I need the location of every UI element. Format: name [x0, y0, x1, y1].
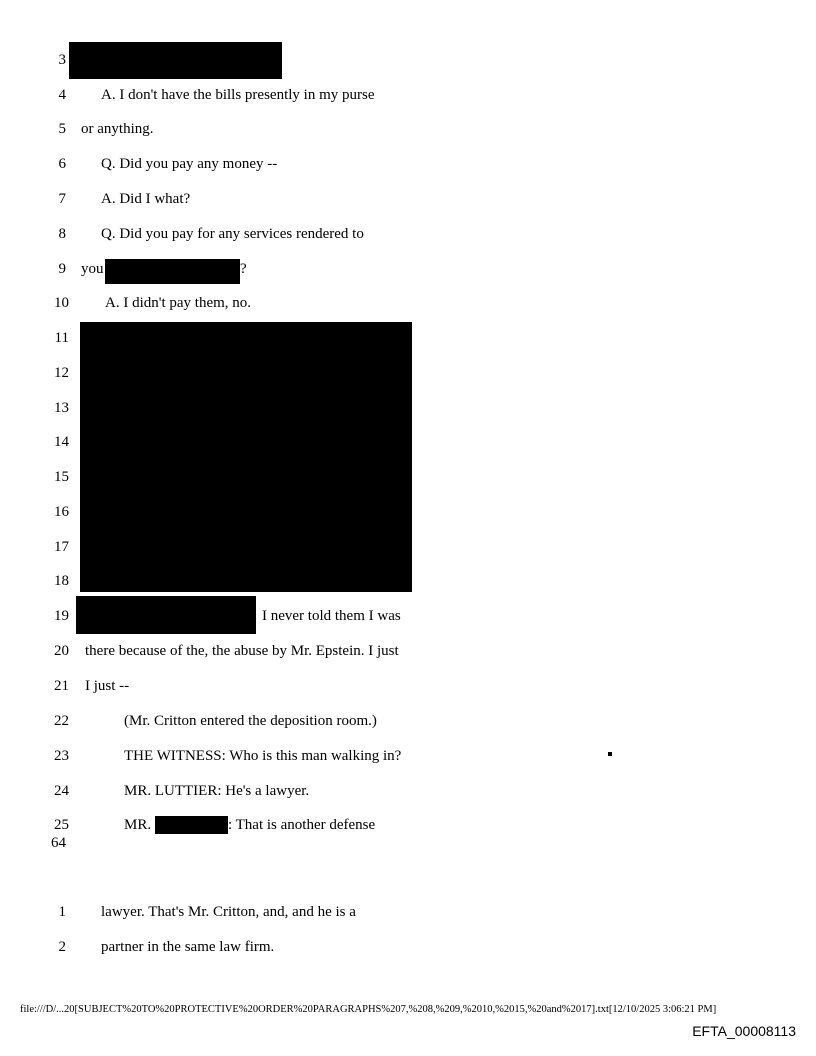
transcript-line: A. Did I what?: [101, 191, 191, 207]
line-number: 12: [54, 365, 69, 381]
redaction-block: [155, 816, 228, 834]
transcript-line: lawyer. That's Mr. Critton, and, and he is a: [101, 904, 356, 920]
line-number: 15: [54, 469, 69, 485]
line-number: 2: [58, 939, 66, 955]
transcript-line: I just --: [85, 678, 130, 694]
transcript-line-suffix: ?: [240, 261, 247, 277]
line-number: 20: [54, 643, 69, 659]
transcript-line: MR.: [124, 817, 152, 833]
transcript-line: MR. LUTTIER: He's a lawyer.: [124, 783, 310, 799]
transcript-line: I never told them I was: [262, 608, 401, 624]
transcript-line: Q. Did you pay any money --: [101, 156, 278, 172]
stray-mark: [608, 752, 612, 756]
line-number: 7: [58, 191, 66, 207]
line-number: 21: [54, 678, 69, 694]
line-number: 14: [54, 434, 69, 450]
transcript-line: A. I don't have the bills presently in my purse: [101, 87, 375, 103]
redaction-block: [105, 259, 240, 284]
line-number: 6: [58, 156, 66, 172]
transcript-line: THE WITNESS: Who is this man walking in?: [124, 748, 402, 764]
transcript-line: Q. Did you pay for any services rendered to: [101, 226, 364, 242]
redaction-block: [69, 42, 282, 79]
line-number: 23: [54, 748, 69, 764]
redaction-block: [76, 596, 256, 634]
footer-file-path: file:///D/...20[SUBJECT%20TO%20PROTECTIVE%20ORDER%20PARAGRAPHS%207,%208,%209,%2010,%2015,%20and%2017].txt[12/10/2025 3:06:21 PM]: [20, 1004, 717, 1015]
transcript-line: partner in the same law firm.: [101, 939, 275, 955]
transcript-line: there because of the, the abuse by Mr. Epstein. I just: [85, 643, 399, 659]
line-number: 11: [54, 330, 69, 346]
line-number: 16: [54, 504, 69, 520]
line-number: 13: [54, 400, 69, 416]
line-number: 8: [58, 226, 66, 242]
document-id: EFTA_00008113: [692, 1023, 796, 1039]
line-number: 10: [54, 295, 69, 311]
line-number: 5: [58, 121, 66, 137]
line-number: 17: [54, 539, 69, 555]
redaction-block: [80, 322, 412, 592]
line-number: 3: [58, 52, 66, 68]
line-number: 4: [58, 87, 66, 103]
transcript-line: (Mr. Critton entered the deposition room.): [124, 713, 377, 729]
line-number: 18: [54, 573, 69, 589]
line-number: 25: [54, 817, 69, 833]
line-number: 19: [54, 608, 69, 624]
transcript-line: A. I didn't pay them, no.: [105, 295, 252, 311]
transcript-line: or anything.: [81, 121, 154, 137]
line-number: 24: [54, 783, 69, 799]
line-number: 22: [54, 713, 69, 729]
transcript-line: you: [81, 261, 104, 277]
transcript-line-suffix: : That is another defense: [228, 817, 376, 833]
page-number: 64: [51, 835, 66, 851]
line-number: 1: [58, 904, 66, 920]
line-number: 9: [58, 261, 66, 277]
